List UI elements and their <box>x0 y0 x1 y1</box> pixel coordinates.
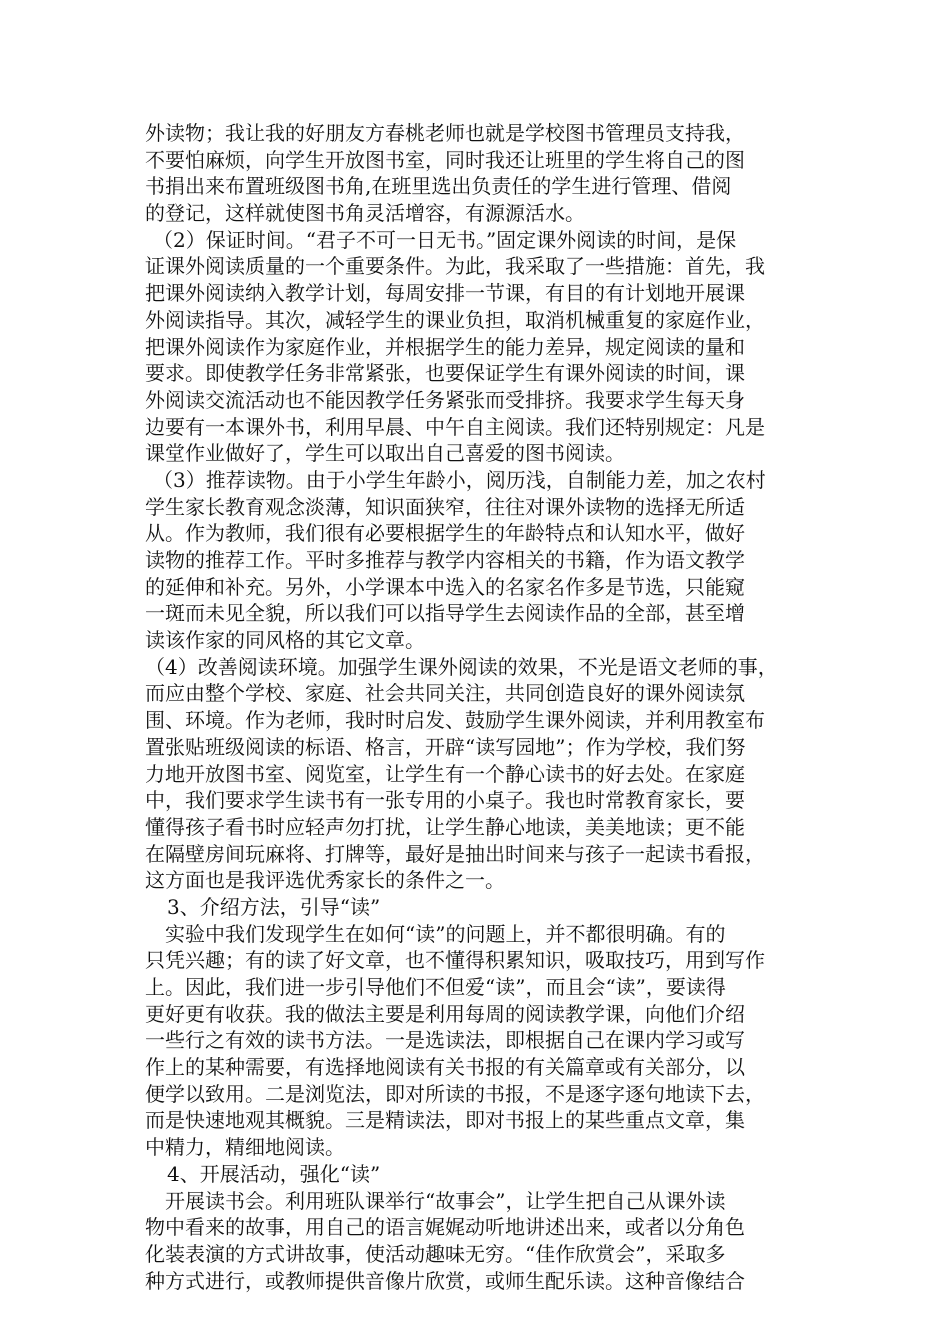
text-line: 中，我们要求学生读书有一张专用的小桌子。我也时常教育家长，要 <box>145 788 745 813</box>
section-heading-3: 3、介绍方法，引导“读” <box>167 894 381 919</box>
text-line: 外读物；我让我的好朋友方春桃老师也就是学校图书管理员支持我， <box>145 121 745 145</box>
text-line: 证课外阅读质量的一个重要条件。为此，我采取了一些措施：首先，我 <box>145 254 765 279</box>
text-line: 把课外阅读纳入教学计划，每周安排一节课，有目的有计划地开展课 <box>145 281 745 306</box>
text-line: 的延伸和补充。另外，小学课本中选入的名家名作多是节选，只能窥 <box>145 574 745 599</box>
text-line: 课堂作业做好了，学生可以取出自己喜爱的图书阅读。 <box>145 441 625 466</box>
text-line: 便学以致用。二是浏览法，即对所读的书报，不是逐字逐句地读下去， <box>145 1081 765 1106</box>
text-line: 从。作为教师，我们很有必要根据学生的年龄特点和认知水平，做好 <box>145 521 745 546</box>
text-line: 而是快速地观其概貌。三是精读法，即对书报上的某些重点文章，集 <box>145 1108 745 1133</box>
text-line: 学生家长教育观念淡薄，知识面狭窄，往往对课外读物的选择无所适 <box>145 494 745 519</box>
text-line: 置张贴班级阅读的标语、格言，开辟“读写园地”；作为学校，我们努 <box>145 734 746 759</box>
text-line: 在隔壁房间玩麻将、打牌等，最好是抽出时间来与孩子一起读书看报， <box>145 841 765 866</box>
text-line: 要求。即使教学任务非常紧张，也要保证学生有课外阅读的时间，课 <box>145 361 745 386</box>
text-line: 种方式进行，或教师提供音像片欣赏，或师生配乐读。这种音像结合 <box>145 1268 745 1293</box>
text-line: 中精力，精细地阅读。 <box>145 1135 345 1160</box>
paragraph-heading-3: （3）推荐读物。由于小学生年龄小，阅历浅，自制能力差，加之农村 <box>153 467 766 492</box>
text-line: 更好更有收获。我的做法主要是利用每周的阅读教学课，向他们介绍 <box>145 1001 745 1026</box>
text-line: 读物的推荐工作。平时多推荐与教学内容相关的书籍，作为语文教学 <box>145 548 745 572</box>
paragraph-start: 开展读书会。利用班队课举行“故事会”，让学生把自己从课外读 <box>165 1188 726 1213</box>
text-line: 围、环境。作为老师，我时时启发、鼓励学生课外阅读，并利用教室布 <box>145 708 765 733</box>
text-line: 作上的某种需要，有选择地阅读有关书报的有关篇章或有关部分，以 <box>145 1055 745 1080</box>
text-line: 物中看来的故事，用自己的语言娓娓动听地讲述出来，或者以分角色 <box>145 1215 745 1240</box>
text-line: 书捐出来布置班级图书角,在班里选出负责任的学生进行管理、借阅 <box>145 174 732 199</box>
paragraph-start: 实验中我们发现学生在如何“读”的问题上，并不都很明确。有的 <box>165 921 726 946</box>
text-line: 只凭兴趣；有的读了好文章，也不懂得积累知识，吸取技巧，用到写作 <box>145 948 765 973</box>
text-line: 一斑而未见全貌，所以我们可以指导学生去阅读作品的全部，甚至增 <box>145 601 745 626</box>
text-line: 力地开放图书室、阅览室，让学生有一个静心读书的好去处。在家庭 <box>145 761 745 786</box>
text-line: 上。因此，我们进一步引导他们不但爱“读”，而且会“读”，要读得 <box>145 975 726 999</box>
text-line: 外阅读交流活动也不能因教学任务紧张而受排挤。我要求学生每天身 <box>145 387 745 412</box>
paragraph-heading-4: （4）改善阅读环境。加强学生课外阅读的效果，不光是语文老师的事， <box>145 654 778 679</box>
text-line: 的登记，这样就使图书角灵活增容，有源源活水。 <box>145 201 585 226</box>
section-heading-4: 4、开展活动，强化“读” <box>167 1161 381 1186</box>
paragraph-heading-2: （2）保证时间。“君子不可一日无书。”固定课外阅读的时间，是保 <box>153 227 737 252</box>
text-line: 而应由整个学校、家庭、社会共同关注，共同创造良好的课外阅读氛 <box>145 681 745 706</box>
text-line: 边要有一本课外书，利用早晨、中午自主阅读。我们还特别规定：凡是 <box>145 414 765 439</box>
text-line: 不要怕麻烦，向学生开放图书室，同时我还让班里的学生将自己的图 <box>145 147 745 172</box>
text-line: 读该作家的同风格的其它文章。 <box>145 628 425 653</box>
text-line: 一些行之有效的读书方法。一是选读法，即根据自己在课内学习或写 <box>145 1028 745 1053</box>
text-line: 把课外阅读作为家庭作业，并根据学生的能力差异，规定阅读的量和 <box>145 334 745 359</box>
text-line: 化装表演的方式讲故事，使活动趣味无穷。“佳作欣赏会”，采取多 <box>145 1241 726 1266</box>
document-body <box>145 120 810 1294</box>
text-line: 外阅读指导。其次，减轻学生的课业负担，取消机械重复的家庭作业， <box>145 307 765 332</box>
text-line: 懂得孩子看书时应轻声勿打扰，让学生静心地读，美美地读；更不能 <box>145 814 745 839</box>
text-line: 这方面也是我评选优秀家长的条件之一。 <box>145 868 505 893</box>
